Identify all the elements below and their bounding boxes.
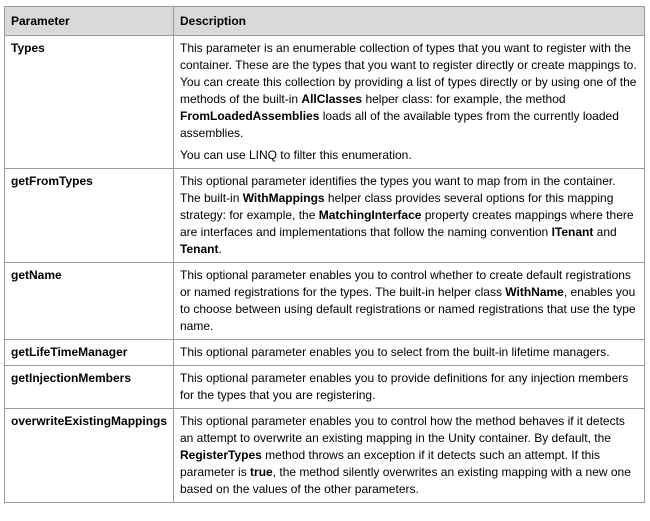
description-text: This optional parameter enables you to control whether to create default registrations or named registrations for the types. The built-in helper class <box>180 268 631 299</box>
description-paragraph <box>180 267 638 335</box>
code-term: AllClasses <box>301 92 363 106</box>
description-text: property creates mappings where there are interfaces and implementations that follow the naming convention <box>180 208 634 239</box>
description-text: This optional parameter identifies the types you want to map from in the container. The built-in <box>180 174 616 205</box>
table-row <box>5 366 645 409</box>
description-text: This optional parameter enables you to select from the built-in lifetime managers. <box>180 345 610 359</box>
table-row <box>5 36 645 169</box>
parameter-name: overwriteExistingMappings <box>5 409 174 503</box>
description-text: and <box>593 225 617 239</box>
table-row <box>5 409 645 503</box>
parameters-table <box>4 6 645 503</box>
parameter-name: getLifeTimeManager <box>5 340 174 366</box>
header-description: Description <box>174 7 645 36</box>
description-paragraph <box>180 173 638 258</box>
description-text: helper class: for example, the method <box>362 92 566 106</box>
table-row <box>5 340 645 366</box>
code-term: FromLoadedAssemblies <box>180 109 320 123</box>
description-text: You can use LINQ to filter this enumeration. <box>180 148 412 162</box>
code-term: Tenant <box>180 242 219 256</box>
description-text: This parameter is an enumerable collection of types that you want to register with the container. These are the types that you want to register directly or create mappings to. You can create this collection by providing a list of types directly or by using one of the methods of the built-in <box>180 41 637 106</box>
description-text: . <box>218 242 222 256</box>
parameter-name: getFromTypes <box>5 169 174 263</box>
parameter-name: getInjectionMembers <box>5 366 174 409</box>
description-paragraph <box>180 344 638 361</box>
description-paragraph <box>180 147 638 164</box>
parameter-description <box>174 340 645 366</box>
code-term: RegisterTypes <box>180 448 262 462</box>
header-parameter: Parameter <box>5 7 174 36</box>
parameter-description <box>174 409 645 503</box>
description-text: , the method silently overwrites an existing mapping with a new one based on the values of the other parameters. <box>180 465 631 496</box>
table-body <box>5 36 645 503</box>
parameter-description <box>174 263 645 340</box>
description-paragraph <box>180 413 638 498</box>
code-term: true <box>250 465 273 479</box>
table-row <box>5 169 645 263</box>
parameter-description <box>174 366 645 409</box>
description-paragraph <box>180 370 638 404</box>
code-term: ITenant <box>551 225 594 239</box>
code-term: WithName <box>505 285 564 299</box>
code-term: WithMappings <box>242 191 325 205</box>
description-text: helper class provides several options for this mapping strategy: for example, the <box>180 191 614 222</box>
parameter-description <box>174 169 645 263</box>
description-text: This optional parameter enables you to provide definitions for any injection members for the types that you are registering. <box>180 371 629 402</box>
parameter-name: getName <box>5 263 174 340</box>
header-row <box>5 7 645 36</box>
parameter-description <box>174 36 645 169</box>
parameter-name: Types <box>5 36 174 169</box>
description-text: method throws an exception if it detects such an attempt. If this parameter is <box>180 448 600 479</box>
description-text: , enables you to choose between using default registrations or named registrations that use the type name. <box>180 285 636 333</box>
code-term: MatchingInterface <box>318 208 422 222</box>
description-text: loads all of the available types from the currently loaded assemblies. <box>180 109 619 140</box>
description-paragraph <box>180 40 638 142</box>
table-row <box>5 263 645 340</box>
description-text: This optional parameter enables you to control how the method behaves if it detects an attempt to overwrite an existing mapping in the Unity container. By default, the <box>180 414 625 445</box>
